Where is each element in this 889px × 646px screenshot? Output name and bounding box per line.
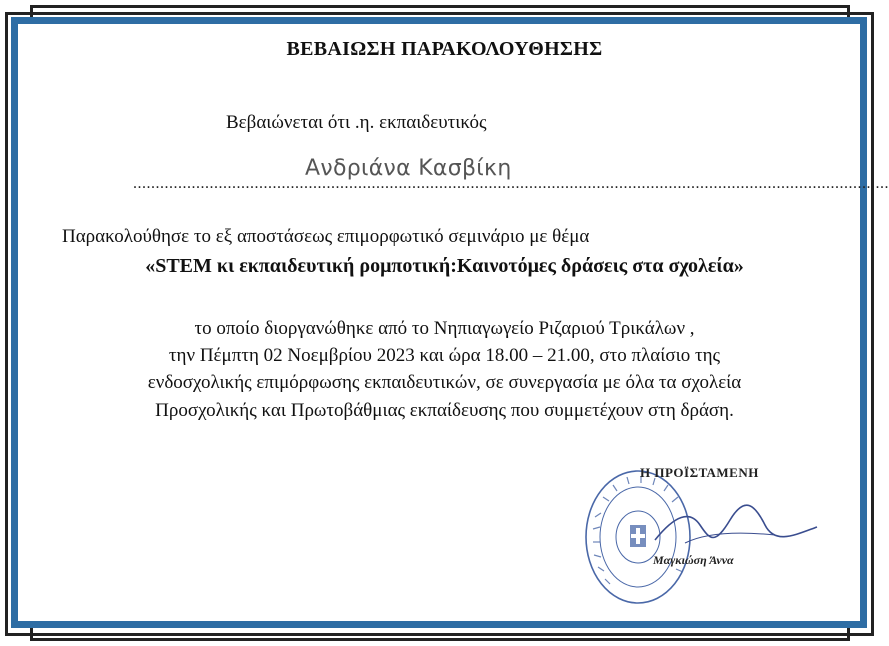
name-dotted-line: ........................................................................................................................................................................	[133, 175, 889, 192]
details-line-2: την Πέμπτη 02 Νοεμβρίου 2023 και ώρα 18.00 – 21.00, στο πλαίσιο της	[168, 345, 721, 366]
details-line-3: ενδοσχολικής επιμόρφωσης εκπαιδευτικών, σε συνεργασία με όλα τα σχολεία	[147, 372, 742, 393]
signatory-role: Η ΠΡΟΪΣΤΑΜΕΝΗ	[640, 465, 759, 480]
signature-block	[575, 455, 790, 610]
recipient-name-field	[133, 150, 889, 192]
seminar-topic: «STEM κι εκπαιδευτική ρομποτική:Καινοτόμες δράσεις στα σχολεία»	[145, 255, 744, 277]
details-line-1: το οποίο διοργανώθηκε από το Νηπιαγωγείο Ριζαριού Τρικάλων ,	[194, 318, 695, 339]
signer-name: Μαγκιώση Άννα	[653, 553, 734, 567]
handwritten-signature	[645, 495, 820, 555]
certify-text: Βεβαιώνεται ότι .η. εκπαιδευτικός	[226, 112, 487, 133]
attended-text: Παρακολούθησε το εξ αποστάσεως επιμορφωτικό σεμινάριο με θέμα	[62, 226, 590, 247]
certificate-title: ΒΕΒΑΙΩΣΗ ΠΑΡΑΚΟΛΟΥΘΗΣΗΣ	[286, 38, 603, 60]
recipient-name: Ανδριάνα Κασβίκη	[305, 156, 512, 181]
details-line-4: Προσχολικής και Πρωτοβάθμιας εκπαίδευσης που συμμετέχουν στη δράση.	[155, 400, 734, 421]
